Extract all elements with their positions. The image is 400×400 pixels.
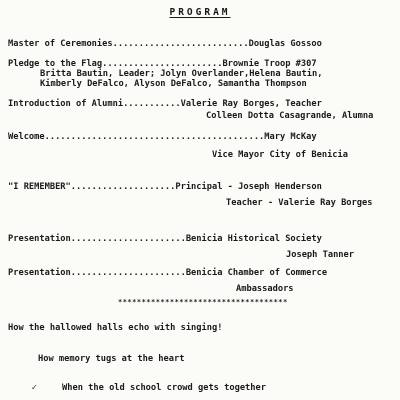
entry-pledge-to-flag: Pledge to the Flag.......................Brownie Troop #307 <box>8 59 317 69</box>
entry-i-remember-teacher: Teacher - Valerie Ray Borges <box>226 198 373 208</box>
entry-i-remember: "I REMEMBER"....................Principal - Joseph Henderson <box>8 182 322 192</box>
separator-stars: ************************************ <box>118 298 288 306</box>
entry-presentation-chamber-of-commerce: Presentation......................Benicia Chamber of Commerce <box>8 268 328 278</box>
entry-pledge-names-line-1: Britta Bautin, Leader; Jolyn Overlander,Helena Bautin, <box>40 69 323 79</box>
entry-presentation-historical-society: Presentation......................Benicia Historical Society <box>8 234 322 244</box>
poem-line-3: When the old school crowd gets together <box>62 383 266 393</box>
program-title: PROGRAM <box>169 7 231 18</box>
poem-line-2: How memory tugs at the heart <box>38 354 185 364</box>
entry-pledge-names-line-2: Kimberly DeFalco, Alyson DeFalco, Samantha Thompson <box>40 79 307 89</box>
entry-master-of-ceremonies: Master of Ceremonies..........................Douglas Gossoo <box>8 39 322 49</box>
entry-introduction-of-alumni: Introduction of Alumni...........Valerie Ray Borges, Teacher <box>8 99 322 109</box>
entry-chamber-ambassadors: Ambassadors <box>236 284 294 294</box>
checkmark-icon: ✓ <box>31 383 38 392</box>
entry-welcome: Welcome..........................................Mary McKay <box>8 132 317 142</box>
entry-welcome-title: Vice Mayor City of Benicia <box>212 150 348 160</box>
poem-line-1: How the hallowed halls echo with singing! <box>8 323 223 333</box>
entry-historical-society-name: Joseph Tanner <box>286 250 354 260</box>
entry-alumni-name: Colleen Dotta Casagrande, Alumna <box>206 111 374 121</box>
